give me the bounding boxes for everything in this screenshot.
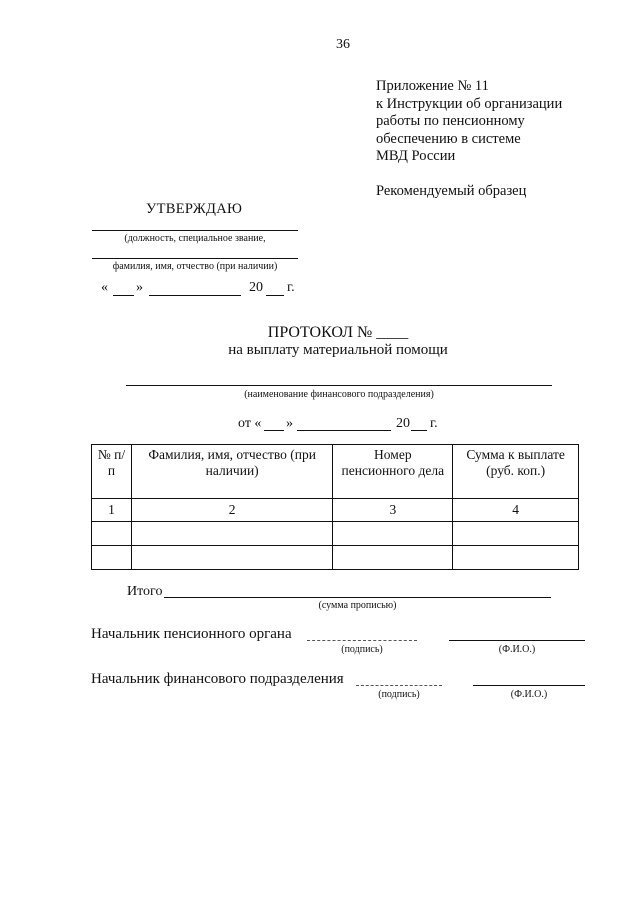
approve-date-day-line [113,295,134,296]
pension-head-name-line [449,640,585,641]
pension-head-label: Начальник пенсионного органа [91,626,292,642]
protocol-title: ПРОТОКОЛ № ____ [267,324,409,341]
table-cell[interactable] [131,522,332,546]
finance-head-label: Начальник финансового подразделения [91,671,344,687]
protocol-date-month-line [297,430,391,431]
column-number-cell: 4 [453,499,579,522]
total-amount-line [164,597,551,598]
pension-head-signature-line [307,640,417,641]
protocol-date-year-suffix: г. [430,416,438,431]
appendix-line: обеспечению в системе [376,130,521,147]
approve-date-year-line [266,295,284,296]
approve-date-close-quote: » [136,280,143,295]
total-amount-caption: (сумма прописью) [318,600,397,611]
appendix-line: к Инструкции об организации [376,95,563,112]
pension-head-signature-caption: (подпись) [341,644,383,655]
finance-head-signature-caption: (подпись) [378,689,420,700]
page-number: 36 [336,37,350,52]
appendix-line: МВД России [376,148,456,164]
protocol-date-year-line [411,430,427,431]
protocol-date-day-line [264,430,284,431]
protocol-subtitle: на выплату материальной помощи [228,342,448,358]
table-cell[interactable] [92,522,132,546]
header-pension-case-number: Номер пенсионного дела [333,445,453,499]
name-line [92,258,298,259]
table-cell[interactable] [453,546,579,570]
approve-date-year-prefix: 20 [249,280,263,295]
finance-head-name-caption: (Ф.И.О.) [510,689,548,700]
appendix-note [376,78,616,166]
finance-head-signature-line [356,685,442,686]
table-cell[interactable] [92,546,132,570]
pension-head-name-caption: (Ф.И.О.) [498,644,536,655]
appendix-line: Приложение № 11 [376,78,489,94]
appendix-line: работы по пенсионному [376,113,525,129]
table-row [92,546,579,570]
finance-head-name-line [473,685,585,686]
table-cell[interactable] [333,522,453,546]
finance-unit-line [126,385,552,386]
column-number-cell: 3 [333,499,453,522]
table-cell[interactable] [333,546,453,570]
table-header-row [92,445,579,499]
approve-date-year-suffix: г. [287,280,295,295]
header-payment-amount: Сумма к выплате (руб. коп.) [453,445,579,499]
table-cell[interactable] [131,546,332,570]
protocol-date-prefix: от « [238,416,262,431]
table-cell[interactable] [453,522,579,546]
table-row [92,522,579,546]
header-full-name: Фамилия, имя, отчество (при наличии) [131,445,332,499]
position-caption: (должность, специальное звание, [124,233,266,244]
approve-date-month-line [149,295,241,296]
approve-heading: УТВЕРЖДАЮ [146,201,243,217]
approve-date-open-quote: « [101,280,108,295]
protocol-date-close-quote: » [286,416,293,431]
position-line [92,230,298,231]
total-label: Итого [127,584,163,599]
table-column-numbers-row [92,499,579,522]
header-number: № п/п [92,445,132,499]
payment-table [91,444,579,570]
finance-unit-caption: (наименование финансового подразделения) [244,389,434,400]
sample-label: Рекомендуемый образец [376,183,527,199]
name-caption: фамилия, имя, отчество (при наличии) [112,261,278,272]
column-number-cell: 1 [92,499,132,522]
protocol-date-year-prefix: 20 [396,416,410,431]
column-number-cell: 2 [131,499,332,522]
